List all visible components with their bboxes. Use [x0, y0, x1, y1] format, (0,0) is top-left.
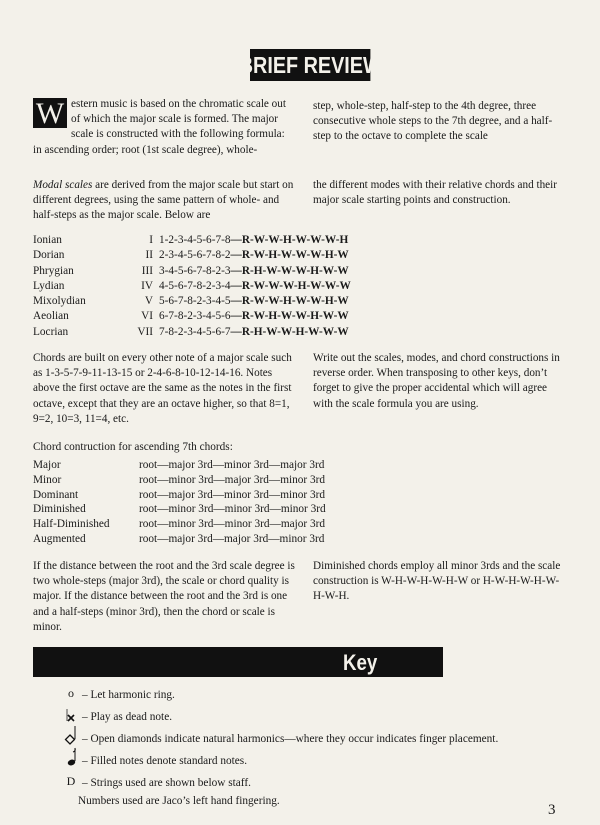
mode-row	[33, 279, 351, 294]
mode-degrees: 3-4-5-6-7-8-2-3	[159, 264, 231, 277]
mode-degrees: 5-6-7-8-2-3-4-5	[159, 295, 231, 308]
chord-row	[33, 473, 326, 488]
mode-formula	[159, 309, 351, 324]
mode-name: Locrian	[33, 325, 69, 338]
chords-right-column	[313, 351, 568, 412]
chords-right-text: Write out the scales, modes, and chord constructions in reverse order. When transposing to other keys, don’t forget to give the proper accidental which will agree with the scale formula you are using.	[313, 352, 560, 410]
key-item-text: – Play as dead note.	[82, 711, 173, 723]
quality-left-column	[33, 559, 295, 635]
intro-right-column	[313, 99, 567, 145]
key-item-text: – Let harmonic ring.	[82, 689, 175, 701]
chord-name: Major	[33, 459, 61, 471]
mode-formula	[159, 325, 351, 340]
key-title: Key	[343, 650, 378, 675]
mode-formula	[159, 233, 351, 248]
chord-heading: Chord contruction for ascending 7th chords:	[33, 441, 233, 453]
key-footer	[78, 789, 498, 807]
chord-formula: root—minor 3rd—minor 3rd—minor 3rd	[139, 503, 326, 516]
modal-left-text: are derived from the major scale but start on different degrees, using the same pattern of whole- and half-steps as the major scale. Below are	[33, 179, 294, 222]
mode-row	[33, 309, 351, 324]
quality-left-text: If the distance between the root and the 3rd scale degree is two whole-steps (major 3rd), the scale or chord quality is major. If the distance between the root and the 3rd is one and a half-steps (minor 3rd), then the chord or scale is minor.	[33, 560, 295, 633]
mode-name: Ionian	[33, 234, 62, 246]
mode-degrees: 7-8-2-3-4-5-6-7	[159, 325, 231, 338]
mode-degrees: 4-5-6-7-8-2-3-4	[159, 279, 231, 292]
chord-formula: root—major 3rd—minor 3rd—major 3rd	[139, 459, 325, 471]
key-item-text: – Filled notes denote standard notes.	[82, 755, 248, 767]
key-item-dead-note	[62, 701, 498, 723]
quality-right-column	[313, 559, 568, 605]
key-item-filled-note	[62, 745, 498, 767]
harmonic-ring-icon: o	[68, 686, 74, 700]
chord-formula: root—major 3rd—major 3rd—minor 3rd	[139, 532, 325, 545]
mode-row	[33, 233, 351, 248]
key-item-strings	[62, 767, 498, 789]
intro-right-text: step, whole-step, half-step to the 4th degree, three consecutive whole steps to the 7th degree, and a half-step to the octave to complete the scale	[313, 100, 553, 143]
mode-name: Mixolydian	[33, 295, 86, 308]
mode-formula	[159, 248, 351, 263]
mode-degrees: 6-7-8-2-3-4-5-6	[159, 310, 231, 323]
banner-title: BRIEF REVIEW	[238, 51, 382, 78]
modes-table	[33, 233, 351, 340]
chord-row	[33, 517, 326, 532]
mode-steps: —R-W-H-W-W-W-H-W	[230, 249, 349, 262]
mode-steps: —R-H-W-W-W-H-W-W	[230, 264, 349, 277]
chord-row	[33, 502, 326, 517]
brief-review-banner	[238, 49, 382, 81]
key-item-text: – Open diamonds indicate natural harmonics—where they occur indicates finger placement.	[82, 733, 499, 745]
mode-degrees: 2-3-4-5-6-7-8-2	[159, 249, 231, 262]
mode-roman-numeral: IV	[141, 279, 153, 292]
mode-name: Lydian	[33, 279, 65, 292]
mode-steps: —R-W-H-W-W-H-W-W	[230, 310, 349, 323]
string-letter-icon: D	[66, 774, 76, 788]
open-diamond-note-icon	[62, 725, 80, 745]
modal-right-column	[313, 178, 567, 208]
mode-name: Dorian	[33, 249, 65, 262]
intro-left-text: estern music is based on the chromatic scale out of which the major scale is formed. The major scale is constructed with the following formula: in ascending order; root (1st scale degree), whole-	[33, 98, 286, 156]
mode-name: Aeolian	[33, 310, 69, 323]
key-footer-text: Numbers used are Jaco’s left hand fingering.	[78, 795, 280, 807]
page-number: 3	[548, 802, 556, 818]
chord-formula: root—major 3rd—minor 3rd—minor 3rd	[139, 488, 326, 501]
chord-formula: root—minor 3rd—major 3rd—minor 3rd	[139, 473, 326, 486]
chord-row	[33, 532, 326, 547]
chord-formula: root—minor 3rd—minor 3rd—major 3rd	[139, 518, 326, 531]
key-item-harmonic-ring	[62, 679, 498, 701]
mode-formula	[159, 264, 351, 279]
mode-steps: —R-W-W-H-W-W-W-H	[230, 234, 349, 246]
mode-roman-numeral: III	[141, 264, 153, 277]
mode-steps: —R-W-W-W-H-W-W-W	[230, 279, 351, 292]
intro-left-column	[33, 97, 293, 158]
chord-row	[33, 488, 326, 503]
filled-note-icon	[62, 747, 80, 767]
chords-left-text: Chords are built on every other note of a major scale such as 1-3-5-7-9-11-13-15 or 2-4-6-8-10-12-14-16. Notes above the first octave are the same as the notes in the first octave, except that they are an octave higher, so that 8=1, 9=2, 10=3, 11=4, etc.	[33, 352, 292, 425]
mode-roman-numeral: V	[144, 295, 153, 308]
drop-cap: W	[33, 98, 67, 128]
mode-steps: —R-W-W-H-W-W-H-W	[230, 295, 349, 308]
quality-right-text: Diminished chords employ all minor 3rds and the scale construction is W-H-W-H-W-H-W or H-W-H-W-H-W-H-W-H.	[313, 560, 561, 603]
mode-steps: —R-H-W-W-H-W-W-W	[230, 325, 349, 338]
chord-name: Minor	[33, 473, 62, 486]
mode-row	[33, 248, 351, 263]
chord-construction-table	[33, 458, 326, 547]
chord-name: Dominant	[33, 488, 79, 501]
mode-formula	[159, 279, 351, 294]
mode-degrees: 1-2-3-4-5-6-7-8	[159, 234, 231, 246]
mode-roman-numeral: I	[149, 234, 153, 246]
mode-roman-numeral: VII	[137, 325, 153, 338]
dead-note-icon	[62, 707, 80, 723]
mode-row	[33, 264, 351, 279]
mode-row	[33, 294, 351, 309]
modal-right-text: the different modes with their relative chords and their major scale starting points and construction.	[313, 179, 557, 207]
mode-name: Phrygian	[33, 264, 74, 277]
mode-formula	[159, 294, 351, 309]
mode-row	[33, 325, 351, 340]
chords-left-column	[33, 351, 295, 427]
chord-name: Half-Diminished	[33, 518, 110, 531]
chord-name: Diminished	[33, 503, 86, 516]
modal-italic-lead: Modal scales	[33, 179, 93, 191]
key-item-open-diamond	[62, 723, 498, 745]
chord-name: Augmented	[33, 532, 86, 545]
mode-roman-numeral: II	[145, 249, 153, 262]
mode-roman-numeral: VI	[141, 310, 153, 323]
modal-left-column	[33, 178, 295, 224]
chord-row	[33, 458, 326, 473]
key-item-text: – Strings used are shown below staff.	[82, 777, 251, 789]
key-list	[62, 679, 498, 807]
